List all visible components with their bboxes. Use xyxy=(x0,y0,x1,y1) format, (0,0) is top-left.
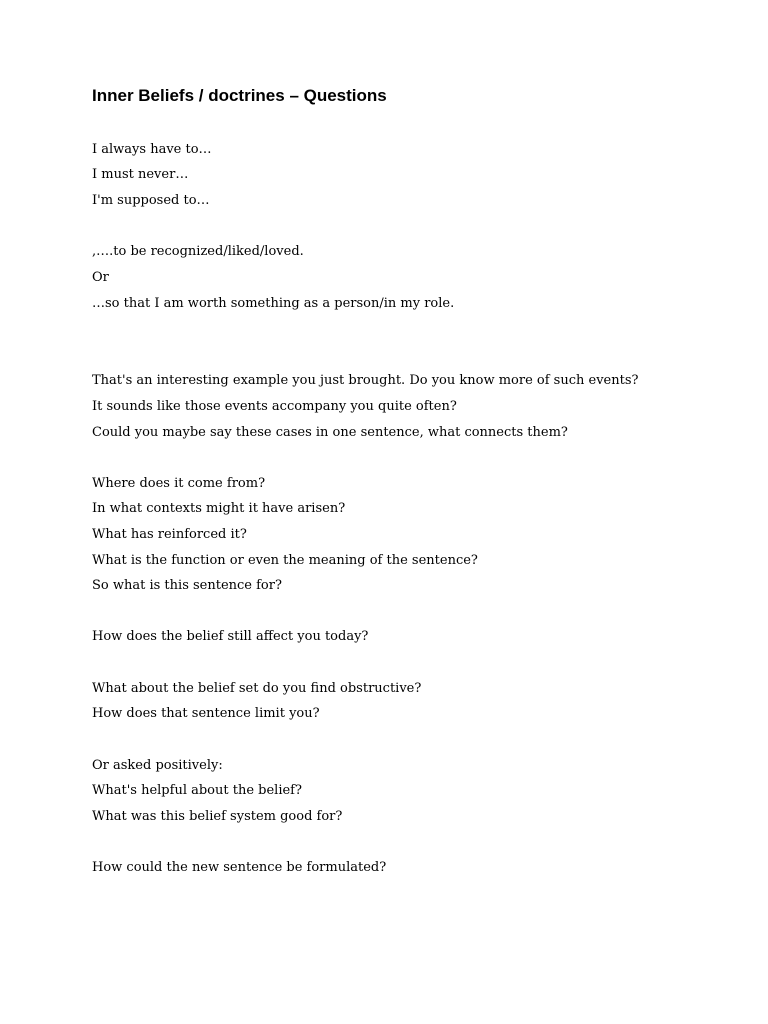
text-line: …so that I am worth something as a person/in my role. xyxy=(92,296,455,311)
text-line: What's helpful about the belief? xyxy=(92,783,302,798)
text-line: How does the belief still affect you today? xyxy=(92,629,369,644)
text-line: What was this belief system good for? xyxy=(92,809,343,824)
text-line: Or xyxy=(92,270,109,285)
text-line: I must never… xyxy=(92,167,189,182)
text-line: Could you maybe say these cases in one sentence, what connects them? xyxy=(92,425,568,440)
document-title: Inner Beliefs / doctrines – Questions xyxy=(92,86,387,105)
text-line: How could the new sentence be formulated? xyxy=(92,860,387,875)
text-line: What is the function or even the meaning of the sentence? xyxy=(92,553,478,568)
text-line: Or asked positively: xyxy=(92,758,223,773)
text-line: In what contexts might it have arisen? xyxy=(92,501,346,516)
text-line: How does that sentence limit you? xyxy=(92,706,320,721)
text-line: ,….to be recognized/liked/loved. xyxy=(92,244,304,259)
text-line: I always have to… xyxy=(92,142,212,157)
text-line: I'm supposed to… xyxy=(92,193,210,208)
text-line: What has reinforced it? xyxy=(92,527,247,542)
text-line: What about the belief set do you find obstructive? xyxy=(92,681,422,696)
text-line: That's an interesting example you just brought. Do you know more of such events? xyxy=(92,373,639,388)
text-line: It sounds like those events accompany you quite often? xyxy=(92,399,457,414)
text-line: Where does it come from? xyxy=(92,476,266,491)
text-line: So what is this sentence for? xyxy=(92,578,282,593)
